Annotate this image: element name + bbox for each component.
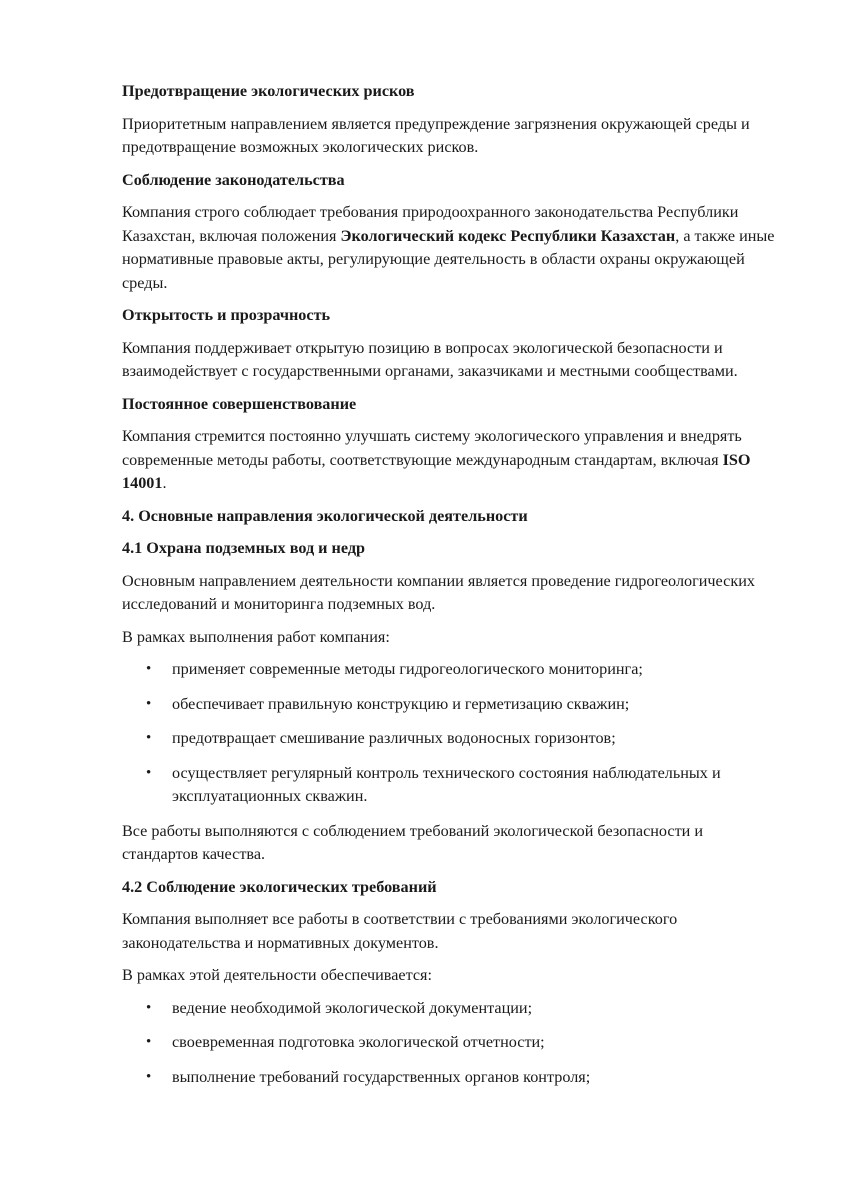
paragraph-text: , а также иные нормативные правовые акты, регулирующие деятельность в области охраны окружающей среды. [122, 226, 775, 292]
subsection-intro: Компания выполняет все работы в соответствии с требованиями экологического законодательства и нормативных документов. [122, 910, 678, 952]
paragraph-text: Компания стремится постоянно улучшать систему экологического управления и внедрять современные методы работы, соответствующие международным стандартам, включая [122, 427, 742, 469]
document-page [122, 80, 782, 1100]
list-lead: В рамках выполнения работ компания: [122, 627, 390, 646]
list-item: • применяет современные методы гидрогеологического мониторинга; [122, 658, 782, 682]
section-paragraph: Компания поддерживает открытую позицию в вопросах экологической безопасности и взаимодействует с государственными органами, заказчиками и местными сообществами. [122, 338, 738, 380]
ecological-code-reference: Экологический кодекс Республики Казахстан [340, 226, 676, 245]
paragraph-text: . [162, 474, 167, 492]
bullet-list [122, 658, 782, 809]
section-paragraph [122, 425, 782, 496]
section-heading: Постоянное совершенствование [122, 394, 357, 413]
bullet-list [122, 997, 782, 1090]
iso-standard-reference: ISO 14001 [122, 450, 751, 492]
list-item: • ведение необходимой экологической документации; [122, 997, 782, 1021]
subsection-heading: 4.2 Соблюдение экологических требований [122, 877, 437, 896]
subsection-heading: 4.1 Охрана подземных вод и недр [122, 539, 366, 557]
subsection-closing: Все работы выполняются с соблюдением требований экологической безопасности и стандартов качества. [122, 821, 704, 863]
list-item: • осуществляет регулярный контроль технического состояния наблюдательных и эксплуатационных скважин. [122, 762, 782, 809]
chapter-heading: 4. Основные направления экологической деятельности [122, 506, 528, 525]
section-paragraph: Приоритетным направлением является предупреждение загрязнения окружающей среды и предотвращение возможных экологических рисков. [122, 114, 750, 156]
paragraph-text: Компания строго соблюдает требования природоохранного законодательства Республики Казахстан, включая положения [122, 203, 739, 245]
list-lead: В рамках этой деятельности обеспечивается: [122, 966, 432, 984]
list-item: • предотвращает смешивание различных водоносных горизонтов; [122, 727, 782, 751]
list-item: • обеспечивает правильную конструкцию и герметизацию скважин; [122, 693, 782, 717]
subsection-intro: Основным направлением деятельности компании является проведение гидрогеологических исследований и мониторинга подземных вод. [122, 571, 755, 613]
section-heading: Открытость и прозрачность [122, 306, 331, 324]
list-item: • выполнение требований государственных органов контроля; [122, 1066, 782, 1090]
section-paragraph [122, 201, 782, 295]
section-heading: Соблюдение законодательства [122, 170, 345, 189]
section-heading: Предотвращение экологических рисков [122, 82, 415, 100]
list-item: • своевременная подготовка экологической отчетности; [122, 1031, 782, 1055]
